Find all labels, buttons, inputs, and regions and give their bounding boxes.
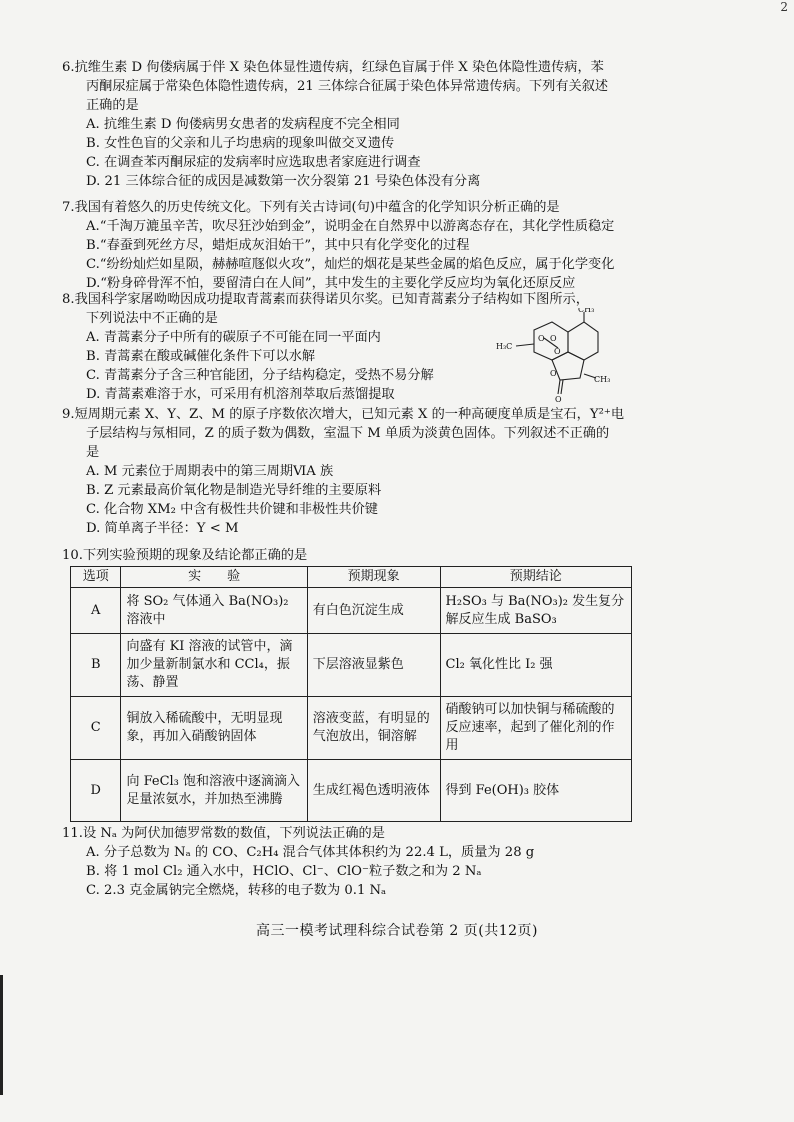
question-7-option-a: A.“千淘万漉虽辛苦，吹尽狂沙始到金”，说明金在自然界中以游离态存在，其化学性质稳定 [86, 219, 615, 234]
label-oxygen: O [550, 369, 557, 378]
label-oxygen: O [538, 334, 545, 343]
table-cell-option: C [71, 697, 121, 760]
question-9-option-c: C. 化合物 XM₂ 中含有极性共价键和非极性共价键 [86, 502, 378, 517]
bond-carbonyl [558, 380, 560, 394]
experiment-table [70, 566, 632, 822]
table-cell-experiment: 向 FeCl₃ 饱和溶液中逐滴滴入足量浓氨水，并加热至沸腾 [121, 760, 307, 822]
table-row [71, 697, 632, 760]
page-footer: 高三一模考试理科综合试卷第 2 页(共12页) [255, 923, 539, 939]
table-row [71, 588, 632, 634]
question-7-option-b: B.“春蚕到死丝方尽，蜡炬成灰泪始干”，其中只有化学变化的过程 [86, 238, 470, 253]
question-7 [62, 198, 742, 293]
question-11-option-c: C. 2.3 克金属钠完全燃烧，转移的电子数为 0.1 Nₐ [86, 883, 387, 898]
question-11-option-a: A. 分子总数为 Nₐ 的 CO、C₂H₄ 混合气体其体积约为 22.4 L，质量为 28 g [86, 845, 535, 860]
question-9-option-d: D. 简单离子半径：Y < M [86, 521, 239, 536]
question-11 [62, 824, 742, 900]
question-6-stem-line: 6.抗维生素 D 佝偻病属于伴 X 染色体显性遗传病，红绿色盲属于伴 X 染色体隐性遗传病，苯 [62, 60, 604, 75]
bond-carbonyl-double [561, 380, 563, 394]
label-oxygen: O [554, 347, 561, 356]
label-left-methyl: H₃C [496, 342, 513, 351]
question-7-option-d: D.“粉身碎骨浑不怕，要留清白在人间”，其中发生的主要化学反应均为氧化还原反应 [86, 276, 576, 291]
question-8-option-c: C. 青蒿素分子含三种官能团，分子结构稳定，受热不易分解 [86, 368, 434, 383]
table-cell-experiment: 向盛有 KI 溶液的试管中，滴加少量新制氯水和 CCl₄，振荡、静置 [121, 634, 307, 697]
table-row [71, 634, 632, 697]
table-cell-experiment: 将 SO₂ 气体通入 Ba(NO₃)₂ 溶液中 [121, 588, 307, 634]
question-6-option-d: D. 21 三体综合征的成因是减数第一次分裂第 21 号染色体没有分离 [86, 174, 481, 189]
bond-left-methyl [516, 344, 534, 346]
question-8-stem-line: 8.我国科学家屠呦呦因成功提取青蒿素而获得诺贝尔奖。已知青蒿素分子结构如下图所示， [62, 292, 589, 307]
question-9-stem-line: 是 [86, 445, 100, 460]
table-header-phenomenon: 预期现象 [307, 567, 440, 588]
question-6-option-b: B. 女性色盲的父亲和儿子均患病的现象叫做交叉遗传 [86, 136, 395, 151]
table-header-experiment: 实 验 [121, 567, 307, 588]
question-8-stem-line: 下列说法中不正确的是 [86, 311, 218, 326]
question-6-stem-line: 正确的是 [86, 98, 139, 113]
table-cell-phenomenon: 下层溶液显紫色 [307, 634, 440, 697]
question-11-option-b: B. 将 1 mol Cl₂ 通入水中，HClO、Cl⁻、ClO⁻粒子数之和为 2 Nₐ [86, 864, 482, 879]
question-6 [62, 58, 742, 191]
question-10 [62, 546, 742, 565]
question-6-option-a: A. 抗维生素 D 佝偻病男女患者的发病程度不完全相同 [86, 117, 400, 132]
question-8-option-b: B. 青蒿素在酸或碱催化条件下可以水解 [86, 349, 316, 364]
question-9 [62, 405, 742, 538]
question-7-option-c: C.“纷纷灿烂如星陨，赫赫喧豗似火攻”，灿烂的烟花是某些金属的焰色反应，属于化学变化 [86, 257, 615, 272]
question-9-stem-line: 子层结构与氖相同，Z 的质子数为偶数，室温下 M 单质为淡黄色固体。下列叙述不正确的 [86, 426, 610, 441]
label-oxygen: O [550, 334, 557, 343]
table-cell-phenomenon: 生成红褐色透明液体 [307, 760, 440, 822]
table-cell-option: D [71, 760, 121, 822]
table-row [71, 760, 632, 822]
question-9-option-b: B. Z 元素最高价氧化物是制造光导纤维的主要原料 [86, 483, 382, 498]
artemisinin-structure-diagram [494, 308, 610, 404]
table-cell-conclusion: 得到 Fe(OH)₃ 胶体 [440, 760, 631, 822]
question-10-stem-line: 10.下列实验预期的现象及结论都正确的是 [62, 548, 308, 563]
table-header-option: 选项 [71, 567, 121, 588]
table-cell-conclusion: 硝酸钠可以加快铜与稀硫酸的反应速率，起到了催化剂的作用 [440, 697, 631, 760]
question-8-option-d: D. 青蒿素难溶于水，可采用有机溶剂萃取后蒸馏提取 [86, 387, 395, 402]
question-6-option-c: C. 在调查苯丙酮尿症的发病率时应选取患者家庭进行调查 [86, 155, 421, 170]
table-cell-conclusion: Cl₂ 氧化性比 I₂ 强 [440, 634, 631, 697]
question-9-stem-line: 9.短周期元素 X、Y、Z、M 的原子序数依次增大，已知元素 X 的一种高硬度单质是宝石，Y²⁺电 [62, 407, 625, 422]
table-cell-experiment: 铜放入稀硫酸中，无明显现象，再加入硝酸钠固体 [121, 697, 307, 760]
corner-mark: 2 [780, 0, 788, 14]
scan-edge-mark [0, 975, 3, 1095]
table-cell-option: A [71, 588, 121, 634]
question-7-stem-line: 7.我国有着悠久的历史传统文化。下列有关古诗词(句)中蕴含的化学知识分析正确的是 [62, 200, 560, 215]
question-11-stem-line: 11.设 Nₐ 为阿伏加德罗常数的数值，下列说法正确的是 [62, 826, 385, 841]
table-cell-phenomenon: 有白色沉淀生成 [307, 588, 440, 634]
table-cell-option: B [71, 634, 121, 697]
question-9-option-a: A. M 元素位于周期表中的第三周期ⅥA 族 [86, 464, 334, 479]
table-cell-phenomenon: 溶液变蓝，有明显的气泡放出，铜溶解 [307, 697, 440, 760]
label-right-methyl: CH₃ [594, 375, 610, 384]
ring-lactone [552, 352, 584, 380]
label-top-methyl: CH₃ [578, 308, 595, 314]
question-6-stem-line: 丙酮尿症属于常染色体隐性遗传病，21 三体综合征属于染色体异常遗传病。下列有关叙述 [86, 79, 609, 94]
label-oxygen: O [555, 395, 562, 404]
table-header-conclusion: 预期结论 [440, 567, 631, 588]
table-cell-conclusion: H₂SO₃ 与 Ba(NO₃)₂ 发生复分解反应生成 BaSO₃ [440, 588, 631, 634]
table-header-row [71, 567, 632, 588]
question-8 [62, 290, 742, 404]
question-8-option-a: A. 青蒿素分子中所有的碳原子不可能在同一平面内 [86, 330, 381, 345]
